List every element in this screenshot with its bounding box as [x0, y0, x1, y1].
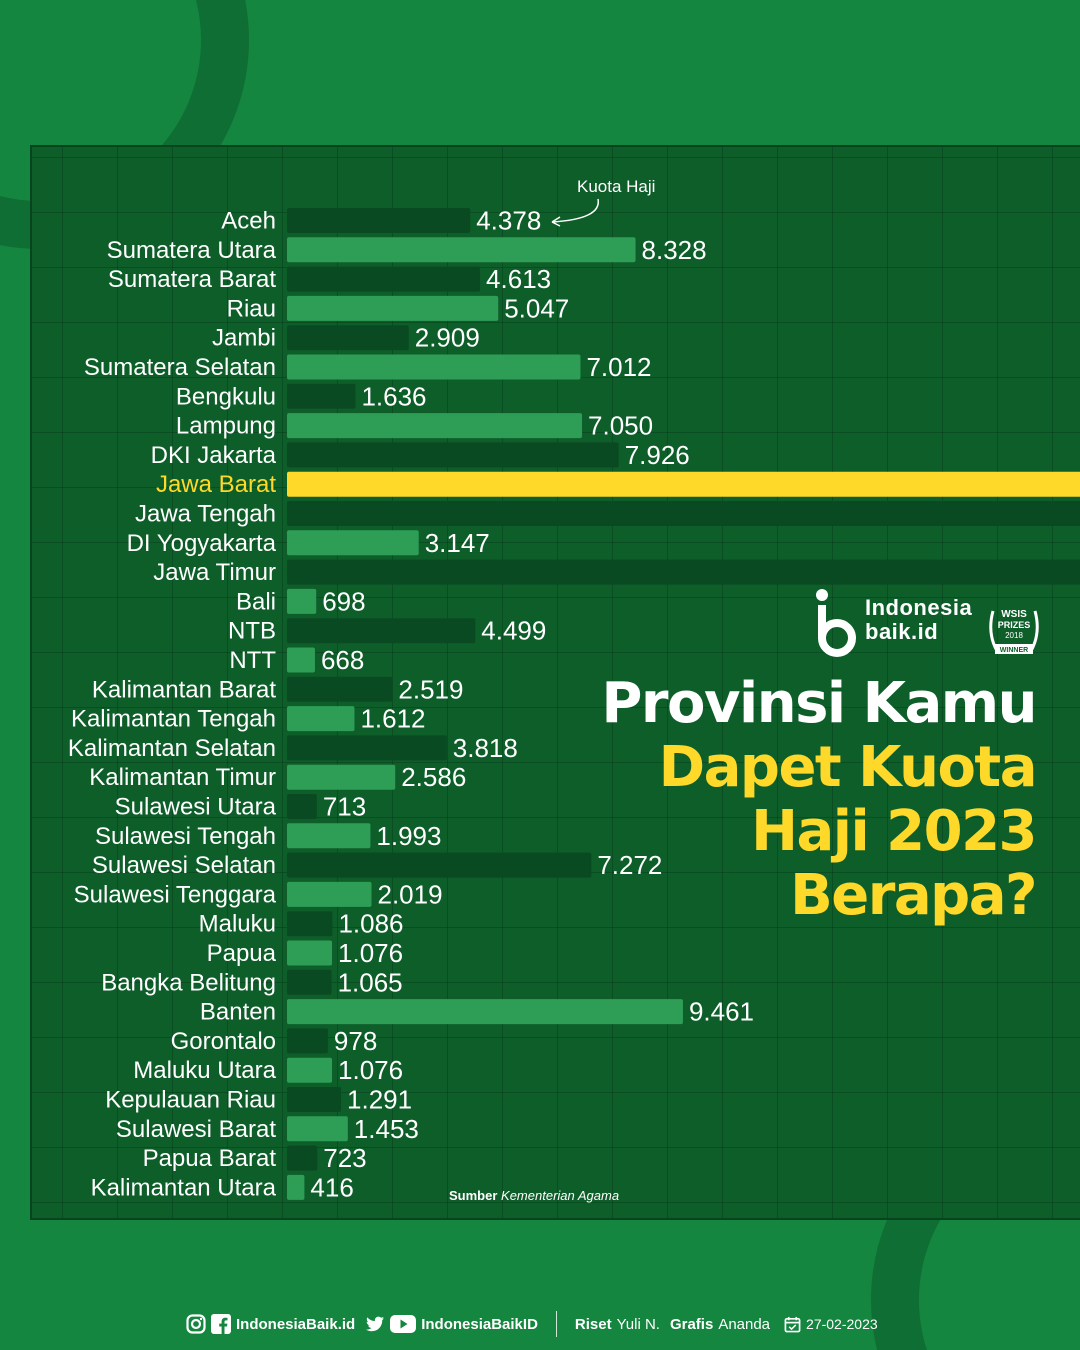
footer-date: 27-02-2023: [806, 1316, 878, 1332]
category-label: Sulawesi Tengah: [94, 822, 276, 850]
bar-dki-jakarta: [287, 442, 619, 467]
riset-label: Riset: [574, 1315, 612, 1333]
source-label: Sumber: [449, 1188, 498, 1203]
value-label: 1.086: [338, 908, 404, 939]
bar-kalimantan-timur: [287, 765, 395, 790]
wsis-badge-top: WSIS: [1001, 609, 1027, 620]
value-label: 5.047: [504, 293, 570, 324]
value-label: 4.499: [481, 615, 547, 646]
value-label: 1.291: [347, 1084, 413, 1115]
category-label: Kalimantan Selatan: [67, 734, 276, 762]
bar-sulawesi-tengah: [287, 823, 370, 848]
bar-riau: [287, 296, 498, 321]
value-label: 2.019: [377, 879, 443, 910]
value-label: 7.012: [586, 352, 652, 382]
value-label: 1.076: [338, 938, 404, 968]
category-label: Kalimantan Barat: [91, 676, 276, 704]
category-label: DI Yogyakarta: [126, 529, 276, 557]
indonesiabaik-logo: [815, 588, 1050, 663]
bar-kepulauan-riau: [287, 1087, 341, 1112]
category-label: Lampung: [175, 412, 276, 440]
bar-ntb: [287, 618, 475, 643]
bar-jawa-barat: [287, 472, 1080, 497]
bar-lampung: [287, 413, 582, 438]
value-label: 3.818: [452, 732, 518, 763]
value-label: 668: [320, 645, 365, 675]
wsis-badge-bottom: WINNER: [999, 647, 1029, 654]
bar-sumatera-selatan: [287, 355, 580, 380]
bar-jambi: [287, 325, 409, 350]
value-label: 7.272: [597, 850, 663, 881]
bar-sulawesi-selatan: [287, 853, 591, 878]
bar-bali: [287, 589, 316, 614]
logo-line2: baik.id: [865, 619, 939, 644]
headline: [576, 672, 1036, 928]
bar-kalimantan-utara: [287, 1175, 304, 1200]
category-label: DKI Jakarta: [150, 441, 276, 469]
category-label: Jambi: [211, 324, 276, 352]
bar-di-yogyakarta: [287, 530, 419, 555]
category-label: Jawa Barat: [155, 471, 276, 499]
category-label: NTB: [228, 617, 276, 645]
value-label: 723: [323, 1143, 367, 1174]
bar-sulawesi-barat: [287, 1116, 348, 1141]
value-label: 698: [322, 586, 366, 617]
logo-wordmark: [865, 596, 972, 644]
value-label: 2.519: [398, 674, 464, 705]
category-label: Sulawesi Tenggara: [73, 881, 276, 909]
bar-kalimantan-selatan: [287, 735, 447, 760]
category-label: Gorontalo: [170, 1027, 276, 1055]
value-label: 1.612: [360, 703, 426, 734]
source-value: Kementerian Agama: [501, 1188, 620, 1203]
grafis-name: Ananda: [718, 1315, 771, 1333]
bar-sumatera-utara: [287, 237, 636, 262]
category-label: Bangka Belitung: [101, 969, 276, 997]
bar-jawa-tengah: [287, 501, 1080, 526]
bar-gorontalo: [287, 1028, 328, 1053]
value-label: 1.076: [338, 1055, 404, 1086]
bar-maluku-utara: [287, 1058, 332, 1083]
category-label: Sumatera Selatan: [83, 354, 276, 381]
bar-aceh: [287, 208, 470, 233]
value-label: 9.461: [688, 996, 755, 1027]
category-label: Sulawesi Selatan: [91, 852, 276, 880]
value-label: 3.147: [424, 527, 490, 558]
category-label: Sulawesi Utara: [114, 793, 276, 821]
value-label: 8.328: [641, 234, 707, 265]
value-label: 2.586: [401, 762, 467, 793]
logo-b-icon: [815, 588, 859, 658]
calendar-icon: [784, 1316, 801, 1333]
category-label: Kalimantan Timur: [89, 764, 276, 792]
category-label: Sumatera Barat: [107, 266, 276, 294]
facebook-icon[interactable]: [211, 1314, 231, 1334]
footer-handle-2[interactable]: IndonesiaBaikID: [421, 1315, 538, 1333]
bar-sumatera-barat: [287, 267, 480, 292]
grafis-label: Grafis: [669, 1315, 714, 1333]
bar-sulawesi-utara: [287, 794, 317, 819]
bar-sulawesi-tenggara: [287, 882, 371, 907]
bar-jawa-timur: [287, 560, 1080, 585]
bar-papua: [287, 941, 332, 966]
wsis-badge-year: 2018: [1005, 631, 1023, 640]
value-label: 1.065: [337, 967, 403, 998]
category-label: Kalimantan Utara: [90, 1174, 276, 1202]
source-note: [449, 1188, 619, 1203]
category-label: Jawa Tengah: [135, 500, 276, 528]
category-label: Aceh: [221, 207, 276, 235]
category-label: Bengkulu: [175, 383, 276, 411]
bar-bengkulu: [287, 384, 355, 409]
bar-ntt: [287, 648, 315, 673]
category-label: Maluku Utara: [133, 1057, 276, 1085]
bar-papua-barat: [287, 1146, 317, 1171]
value-label: 713: [322, 791, 367, 822]
value-label: 7.926: [624, 439, 690, 470]
value-label: 7.050: [588, 410, 654, 441]
bar-maluku: [287, 911, 332, 936]
youtube-icon[interactable]: [390, 1314, 416, 1334]
category-label: Kalimantan Tengah: [70, 705, 276, 733]
category-label: Riau: [226, 295, 276, 323]
wsis-badge-mid: PRIZES: [997, 620, 1031, 630]
value-label: 1.453: [353, 1113, 419, 1144]
category-label: Papua Barat: [142, 1145, 276, 1173]
value-label: 1.636: [361, 381, 427, 412]
headline-line4: Berapa?: [790, 863, 1036, 928]
category-label: Banten: [199, 998, 276, 1026]
category-label: Bali: [235, 588, 276, 616]
footer-divider: [556, 1311, 557, 1337]
category-label: Sulawesi Barat: [115, 1115, 276, 1143]
logo-line1: Indonesia: [865, 595, 973, 620]
category-label: Jawa Timur: [153, 559, 276, 587]
value-label: 416: [310, 1172, 354, 1203]
annotation-kuota-haji: Kuota Haji: [577, 177, 656, 196]
headline-line3: Haji 2023: [751, 799, 1036, 864]
value-label: 4.613: [486, 264, 552, 295]
footer: [186, 1310, 878, 1338]
annotation-arrow: [552, 199, 598, 222]
category-label: Kepulauan Riau: [105, 1086, 276, 1114]
category-label: Sumatera Utara: [106, 236, 276, 264]
bar-banten: [287, 999, 683, 1024]
value-label: 1.993: [376, 820, 442, 851]
category-label: Papua: [206, 940, 276, 967]
riset-name: Yuli N.: [616, 1315, 660, 1333]
instagram-icon[interactable]: [186, 1314, 206, 1334]
headline-line2: Dapet Kuota: [658, 735, 1036, 800]
wsis-award-badge: [985, 603, 1043, 665]
category-label: Maluku: [198, 910, 276, 938]
twitter-icon[interactable]: [365, 1314, 385, 1334]
value-label: 2.909: [414, 322, 480, 353]
value-label: 4.378: [476, 205, 542, 236]
bar-kalimantan-barat: [287, 677, 392, 702]
category-label: NTT: [229, 647, 276, 674]
headline-line1: Provinsi Kamu: [601, 671, 1036, 736]
footer-handle-1[interactable]: IndonesiaBaik.id: [236, 1315, 356, 1333]
value-label: 978: [333, 1025, 378, 1056]
bar-kalimantan-tengah: [287, 706, 354, 731]
bar-bangka-belitung: [287, 970, 332, 995]
